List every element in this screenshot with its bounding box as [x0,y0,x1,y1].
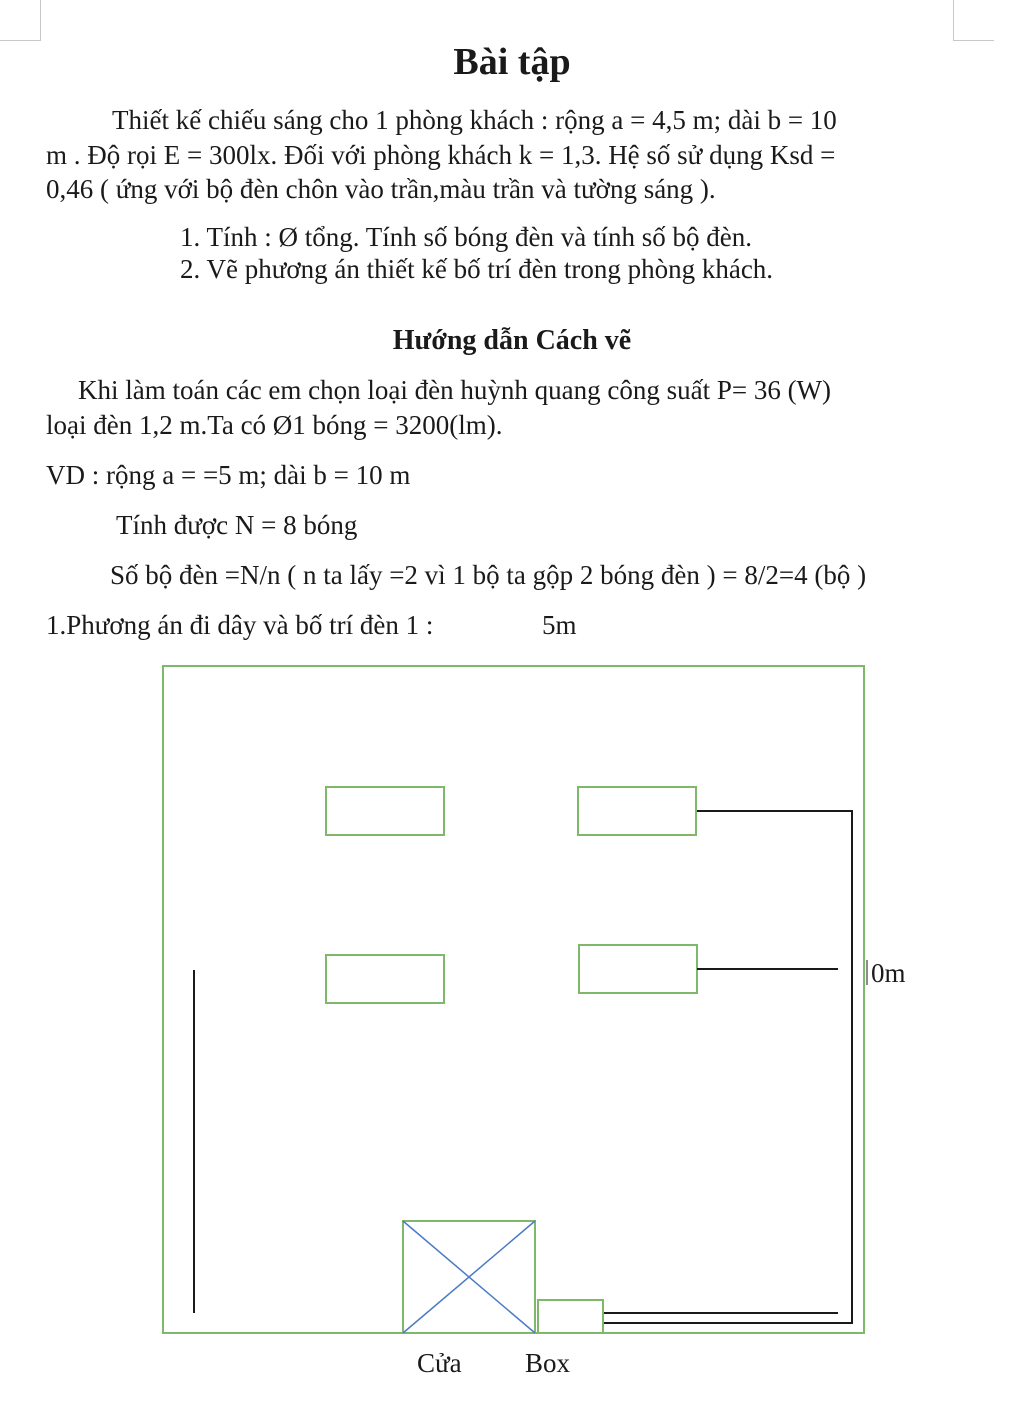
intro-line-3: 0,46 ( ứng với bộ đèn chôn vào trần,màu trần và tường sáng ). [46,174,716,204]
width-label: 5m [542,610,577,640]
page-title: Bài tập [453,41,571,83]
lamp-fixture [579,945,697,993]
task-item-1: 1. Tính : Ø tổng. Tính số bóng đèn và tính số bộ đèn. [180,222,752,252]
lamp-fixture [326,787,444,835]
lamp-fixture [326,955,444,1003]
option-line: 1.Phương án đi dây và bố trí đèn 1 : [46,610,434,640]
guide-heading: Hướng dẫn Cách vẽ [392,325,632,356]
fixtures-line: Số bộ đèn =N/n ( n ta lấy =2 vì 1 bộ ta gộp 2 bóng đèn ) = 8/2=4 (bộ ) [110,560,867,590]
junction-box [538,1300,603,1333]
intro-line-2: m . Độ rọi E = 300lx. Đối với phòng khách k = 1,3. Hệ số sử dụng Ksd = [46,140,836,170]
door-label: Cửa [417,1348,462,1378]
intro-line-1: Thiết kế chiếu sáng cho 1 phòng khách : rộng a = 4,5 m; dài b = 10 [112,105,837,135]
wire-main [603,811,852,1323]
guide-line-2: loại đèn 1,2 m.Ta có Ø1 bóng = 3200(lm). [46,410,503,440]
task-item-2: 2. Vẽ phương án thiết kế bố trí đèn trong phòng khách. [180,254,774,284]
guide-line-1: Khi làm toán các em chọn loại đèn huỳnh quang công suất P= 36 (W) [78,375,832,405]
example-line: VD : rộng a = =5 m; dài b = 10 m [46,460,411,490]
length-label: 0m [871,958,906,988]
result-line: Tính được N = 8 bóng [116,510,358,540]
room-outline [163,666,864,1333]
lamp-fixture [578,787,696,835]
box-label: Box [525,1348,571,1378]
